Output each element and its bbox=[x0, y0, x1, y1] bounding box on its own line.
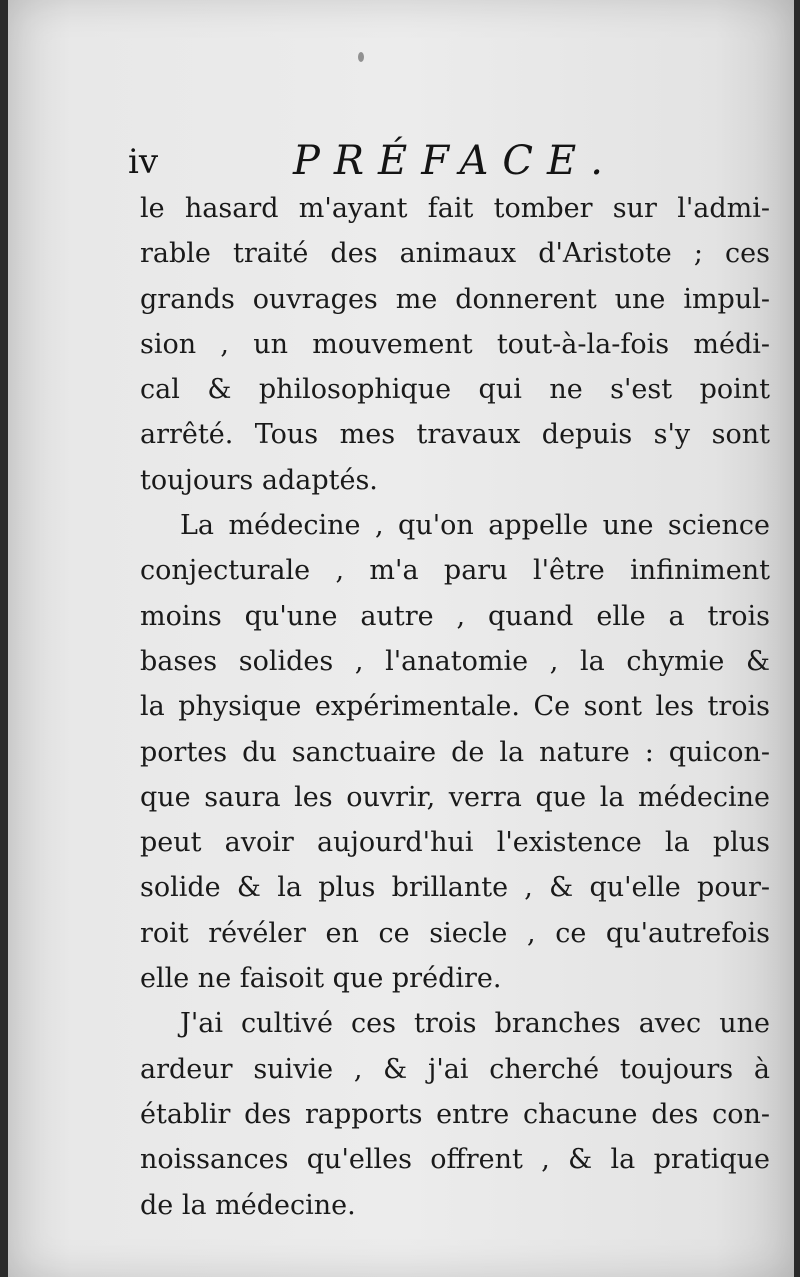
body-text bbox=[140, 186, 770, 1228]
text-line: cal & philosophique qui ne s'est point bbox=[140, 374, 770, 406]
text-line: que saura les ouvrir, verra que la médecine bbox=[140, 781, 770, 813]
text-line: de la médecine. bbox=[140, 1189, 356, 1221]
text-line: toujours adaptés. bbox=[140, 464, 378, 496]
text-line: le hasard m'ayant fait tomber sur l'admi- bbox=[140, 193, 770, 224]
text-line: rable traité des animaux d'Aristote ; ces bbox=[140, 238, 770, 270]
text-line: sion , un mouvement tout-à-la-fois médi- bbox=[140, 328, 770, 360]
text-line: solide & la plus brillante , & qu'elle pour- bbox=[140, 872, 770, 904]
text-line: conjecturale , m'a paru l'être infiniment bbox=[140, 555, 770, 587]
text-line: la physique expérimentale. Ce sont les trois bbox=[140, 691, 770, 723]
text-line: portes du sanctuaire de la nature : quicon- bbox=[140, 736, 770, 768]
page-header bbox=[128, 138, 648, 188]
text-line: noissances qu'elles offrent , & la pratique bbox=[140, 1144, 770, 1176]
text-line: bases solides , l'anatomie , la chymie & bbox=[140, 645, 770, 677]
ink-speck bbox=[358, 52, 364, 62]
text-line: ardeur suivie , & j'ai cherché toujours à bbox=[140, 1053, 770, 1085]
text-line: peut avoir aujourd'hui l'existence la plus bbox=[140, 827, 770, 859]
text-line: établir des rapports entre chacune des con- bbox=[140, 1098, 770, 1130]
text-line: J'ai cultivé ces trois branches avec une bbox=[180, 1008, 770, 1040]
text-line: moins qu'une autre , quand elle a trois bbox=[140, 600, 770, 632]
page-number: iv bbox=[128, 142, 159, 182]
book-page bbox=[8, 0, 794, 1277]
text-line: roit révéler en ce siecle , ce qu'autrefois bbox=[140, 917, 770, 949]
text-line: arrêté. Tous mes travaux depuis s'y sont bbox=[140, 419, 770, 451]
text-line: La médecine , qu'on appelle une science bbox=[180, 510, 770, 542]
text-line: elle ne faisoit que prédire. bbox=[140, 963, 502, 995]
running-head: PRÉFACE. bbox=[293, 138, 617, 184]
text-line: grands ouvrages me donnerent une impul- bbox=[140, 283, 770, 315]
